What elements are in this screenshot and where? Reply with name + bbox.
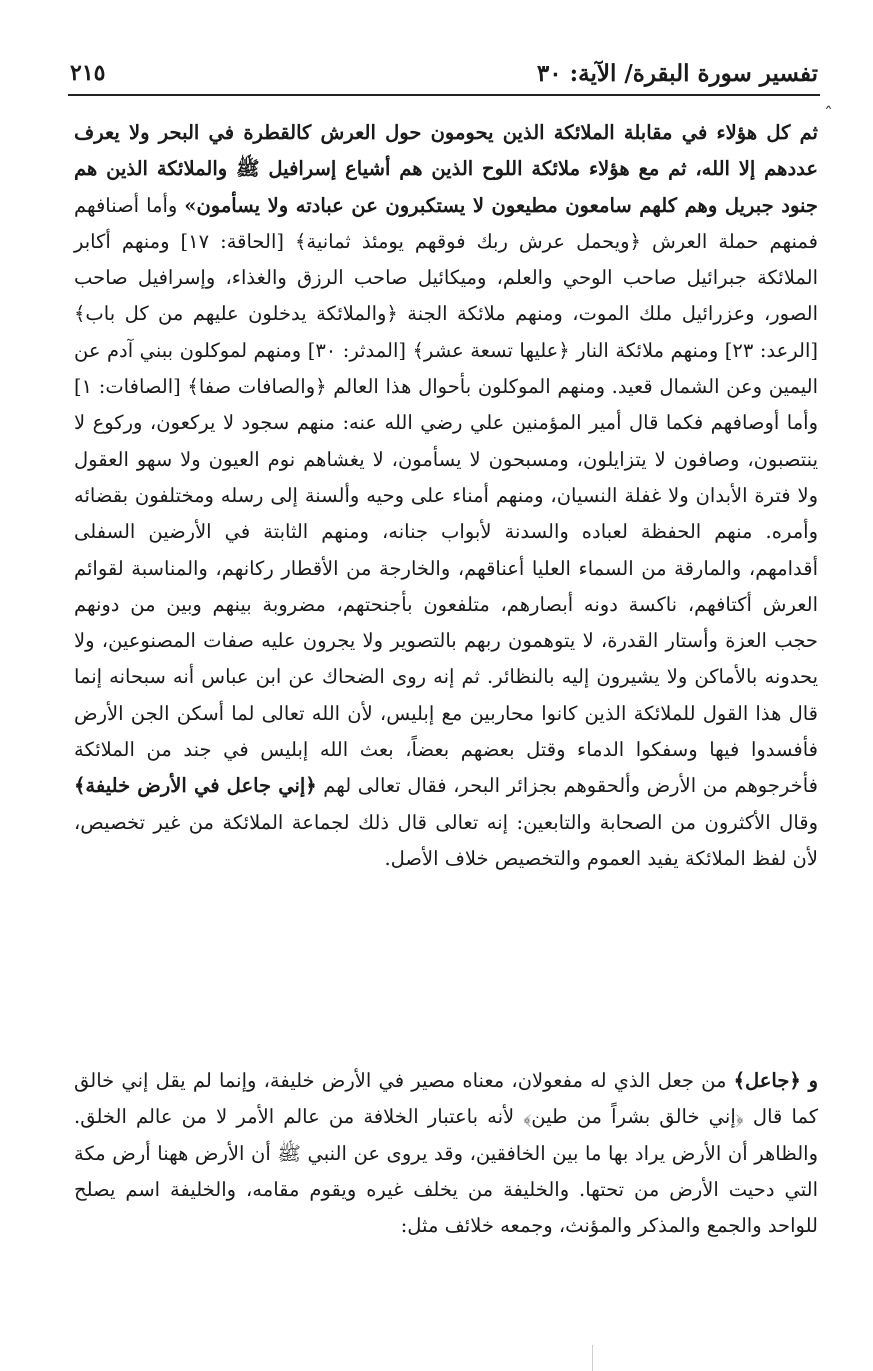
margin-mark: ˆ — [824, 104, 833, 125]
bold-term: و ﴿جاعل﴾ — [733, 1069, 818, 1092]
paragraph-ending-text: وقال الأكثرون من الصحابة والتابعين: إنه تعالى قال ذلك لجماعة الملائكة من غير تخصيص، لأن لفظ الملائكة يفيد العموم والتخصيص خلاف الأصل. — [74, 810, 818, 870]
running-title: تفسير سورة البقرة/ الآية: ٣٠ — [536, 59, 818, 87]
page-header — [70, 56, 818, 90]
paragraph-angel-classes — [74, 115, 818, 877]
paragraph-text — [74, 1063, 818, 1244]
bold-opening-text: ثم كل هؤلاء في مقابلة الملائكة الذين يحومون حول العرش كالقطرة في البحر ولا يعرف عددهم إلا الله، ثم مع هؤلاء ملائكة اللوح الذين هم أشياع إسرافيل ﷺ والملائكة الذين هم جنود جبريل وهم كلهم سامعون مطيعون لا يستكبرون عن عبادته ولا يسأمون» — [74, 121, 818, 217]
paragraph-text — [74, 115, 818, 877]
quran-quote-bold: ﴿إني جاعل في الأرض خليفة﴾ — [74, 774, 317, 798]
header-rule — [68, 94, 820, 96]
page-crease — [592, 1345, 593, 1371]
paragraph-body-text: من جعل الذي له مفعولان، معناه مصير في الأرض خليفة، وإنما لم يقل إني خالق كما قال ﴿إني خالق بشراً من طين﴾ لأنه باعتبار الخلافة من عالم الأمر لا من عالم الخلق. والظاهر أن الأرض يراد بها ما بين الخافقين، وقد يروى عن النبي ﷺ أن الأرض ههنا أرض مكة التي دحيت الأرض من تحتها. والخليفة من يخلف غيره ويقوم مقامه، والخليفة اسم يصلح للواحد والجمع والمذكر والمؤنث، وجمعه خلائف مثل: — [74, 1069, 818, 1238]
page-number: ٢١٥ — [70, 60, 106, 86]
paragraph-body-text: وأما أصنافهم فمنهم حملة العرش ﴿ويحمل عرش ربك فوقهم يومئذ ثمانية﴾ [الحاقة: ١٧] ومنهم أكابر الملائكة جبرائيل صاحب الوحي والعلم، وميكائيل صاحب الرزق والغذاء، وإسرافيل صاحب الصور، وعزرائيل ملك الموت، ومنهم ملائكة الجنة ﴿والملائكة يدخلون عليهم من كل باب﴾ [الرعد: ٢٣] ومنهم ملائكة النار ﴿عليها تسعة عشر﴾ [المدثر: ٣٠] ومنهم لموكلون ببني آدم عن اليمين وعن الشمال قعيد. ومنهم الموكلون بأحوال هذا العالم ﴿والصافات صفا﴾ [الصافات: ١] وأما أوصافهم فكما قال أمير المؤمنين علي رضي الله عنه: منهم سجود لا يركعون، وركوع لا ينتصبون، وصافون لا يتزايلون، ومسبحون لا يسأمون، لا يغشاهم نوم العيون ولا سهو العقول ولا فترة الأبدان ولا غفلة النسيان، ومنهم أمناء على وحيه وألسنة إلى رسله ومختلفون بقضائه وأمره. منهم الحفظة لعباده والسدنة لأبواب جنانه، ومنهم الثابتة في الأرضين السفلى أقدامهم، والمارقة من السماء العليا أعناقهم، والخارجة من الأقطار ركانهم، والمناسبة لقوائم العرش أكتافهم، ناكسة دونه أبصارهم، متلفعون بأجنحتهم، مضروبة بينهم وبين من دونهم حجب العزة وأستار القدرة، لا يتوهمون ربهم بالتصوير ولا يجرون عليه صفات المصنوعين، ولا يحدونه بالأماكن ولا يشيرون إليه بالنظائر. ثم إنه روى الضحاك عن ابن عباس أنه سبحانه إنما قال هذا القول للملائكة الذين كانوا محاربين مع إبليس، لأن الله تعالى لما أسكن الجن الأرض فأفسدوا فيها وسفكوا الدماء وقتل بعضهم بعضاً، بعث الله إبليس في جند من الملائكة فأخرجوهم من الأرض وألحقوهم بجزائر البحر، فقال تعالى لهم — [74, 193, 819, 798]
paragraph-jaail-meaning — [74, 1063, 818, 1244]
